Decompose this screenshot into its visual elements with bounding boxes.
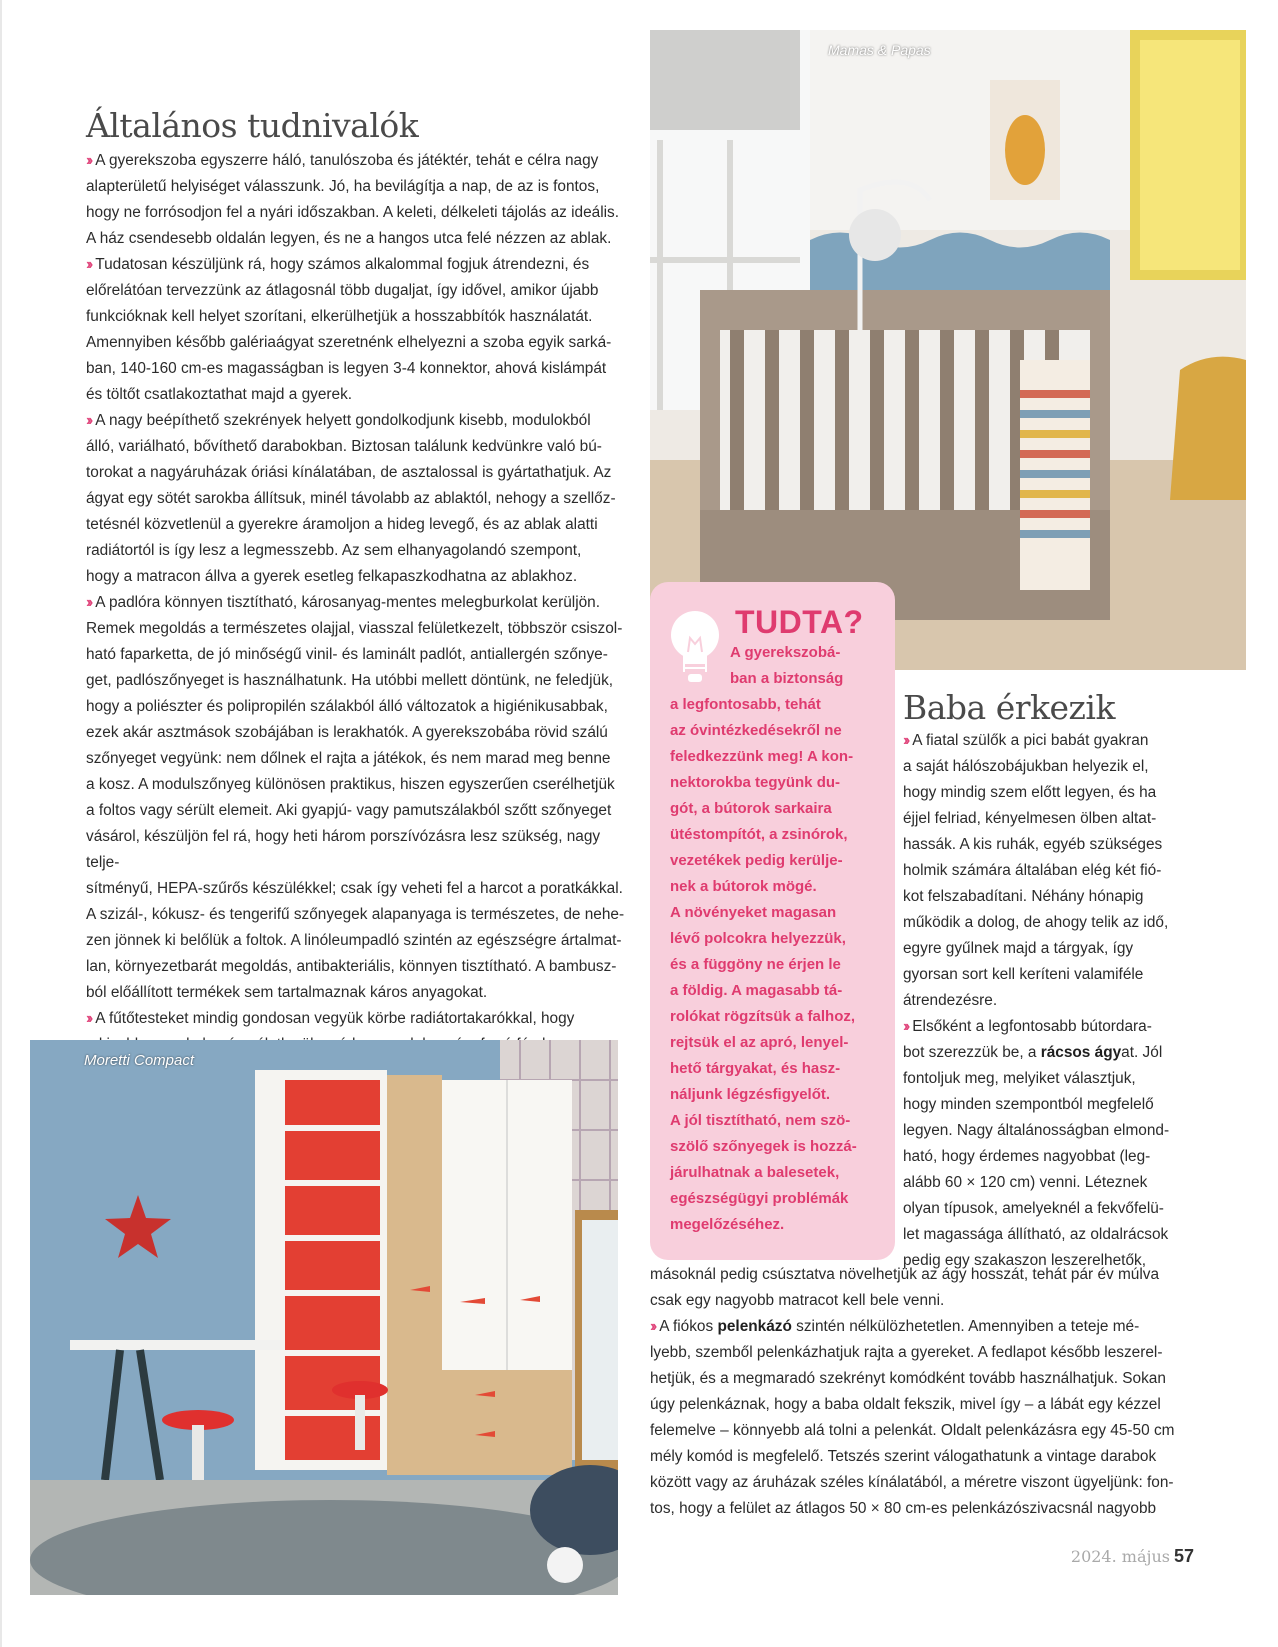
text-line: hogy a poliészter és polipropilén szálakból álló változatok a higiénikusabbak,	[86, 698, 608, 715]
text-line: hassák. A kis ruhák, egyéb szükséges	[903, 836, 1163, 853]
tudta-line: nektorokba tegyünk du-	[670, 774, 841, 791]
tudta-line: ban a biztonság	[730, 670, 844, 687]
text-line: hogy a matracon állva a gyerek esetleg felkapaszkodhatna az ablakhoz.	[86, 568, 578, 585]
chevron-icon: ››	[903, 1018, 908, 1035]
text-line: ›› A gyerekszoba egyszerre háló, tanulószoba és játéktér, tehát e célra nagy	[86, 152, 599, 169]
text-line: átrendezésre.	[903, 992, 998, 1009]
text-line: ható, hogy érdemes nagyobbat (leg-	[903, 1148, 1151, 1165]
tudta-line: lévő polcokra helyezzük,	[670, 930, 846, 947]
text-line: között vagy az áruházak széles kínálatából, a méretre viszont ügyeljünk: fon-	[650, 1474, 1174, 1491]
baby-text-column	[903, 728, 1233, 1274]
tudta-line: az óvintézkedésekről ne	[670, 722, 842, 739]
text-line: gyorsan sort kell keríteni valamiféle	[903, 966, 1144, 983]
chevron-icon: ››	[903, 732, 908, 749]
text-line: radiátortól is így lesz a legmesszebb. Az sem elhanyagolandó szempont,	[86, 542, 582, 559]
tudta-line: megelőzéséhez.	[670, 1216, 785, 1233]
text-line: álló, variálható, bővíthető darabokban. Biztosan találunk kedvünkre való bú-	[86, 438, 602, 455]
desk-photo	[30, 1040, 618, 1595]
tudta-text	[670, 640, 882, 1238]
tudta-line: egészségügyi problémák	[670, 1190, 849, 1207]
text-line: hogy ne forrósodjon fel a nyári időszakban. A keleti, délkeleti tájolás az ideális.	[86, 204, 620, 221]
text-line: ›› A fűtőtesteket mindig gondosan vegyük körbe radiátortakarókkal, hogy	[86, 1010, 575, 1027]
text-line: a saját hálószobájukban helyezik el,	[903, 758, 1149, 775]
tudta-line: rejtsük el az apró, lenyel-	[670, 1034, 849, 1051]
chevron-icon: ››	[86, 594, 91, 611]
text-line: A szizál-, kókusz- és tengerifű szőnyegek alapanyaga is természetes, de nehe-	[86, 906, 625, 923]
text-line: holmik számára általában elég két fió-	[903, 862, 1162, 879]
text-line: ezek akár asztmások szobájában is lerakhatók. A gyerekszobába rövid szálú	[86, 724, 608, 741]
text-line: ›› A fiókos pelenkázó szintén nélkülözhetetlen. Amennyiben a teteje mé-	[650, 1318, 1140, 1335]
page-footer	[1071, 1546, 1194, 1567]
text-line: ható faparketta, de jó minőségű vinil- és laminált padlót, antiallergén szőnye-	[86, 646, 608, 663]
issue-date: 2024. május	[1070, 1547, 1170, 1566]
text-line: tetésnél közvetlenül a gyerekre áramoljon a hideg levegő, és az ablak alatti	[86, 516, 598, 533]
text-line: alapterületű helyiséget válasszunk. Jó, ha bevilágítja a nap, de az is fontos,	[86, 178, 600, 195]
section-title-general: Általános tudnivalók	[86, 106, 419, 145]
text-line: pedig egy szakaszon leszerelhetők,	[903, 1252, 1146, 1269]
tudta-line: náljunk légzésfigyelőt.	[670, 1086, 831, 1103]
chevron-icon: ››	[86, 412, 91, 429]
text-line: egyre gyűlnek majd a tárgyak, így	[903, 940, 1134, 957]
text-line: legyen. Nagy általánosságban elmond-	[903, 1122, 1170, 1139]
tudta-line: járulhatnak a balesetek,	[670, 1164, 840, 1181]
text-line: Remek megoldás a természetes olajjal, viasszal felületkezelt, többször csiszol-	[86, 620, 623, 637]
tudta-line: rolókat rögzítsük a falhoz,	[670, 1008, 856, 1025]
text-line: hogy mindig szem előtt legyen, és ha	[903, 784, 1157, 801]
baby-text-wide	[650, 1262, 1240, 1522]
text-line: hogy minden szempontból megfelelő	[903, 1096, 1154, 1113]
text-line: kot felszabadítani. Néhány hónapig	[903, 888, 1144, 905]
text-line: úgy pelenkáznak, hogy a baba oldalt fekszik, mivel így – a lábát egy kézzel	[650, 1396, 1161, 1413]
text-line: torokat a nagyáruházak óriási kínálatában, de asztalossal is gyártathatjuk. Az	[86, 464, 612, 481]
tudta-line: a legfontosabb, tehát	[670, 696, 821, 713]
text-line: let magassága állítható, az oldalrácsok	[903, 1226, 1169, 1243]
page-edge	[0, 0, 2, 1647]
text-line: ›› Tudatosan készüljünk rá, hogy számos alkalommal fogjuk átrendezni, és	[86, 256, 590, 273]
text-line: ›› A fiatal szülők a pici babát gyakran	[903, 732, 1149, 749]
tudta-line: vezetékek pedig kerülje-	[670, 852, 843, 869]
text-line: get, padlószőnyeget is használhatunk. Ha utóbbi mellett döntünk, ne feledjük,	[86, 672, 614, 689]
text-line: ágyat egy sötét sarokba állítsuk, minél távolabb az ablaktól, nehogy a szellőz-	[86, 490, 616, 507]
chevron-icon: ››	[86, 1010, 91, 1027]
tudta-line: A növényeket magasan	[670, 904, 837, 921]
crib-photo-caption: Mamas & Papas	[828, 42, 931, 58]
text-line: a foltos vagy sérült elemeit. Aki gyapjú- vagy pamutszálakból szőtt szőnyeget	[86, 802, 612, 819]
tudta-title: TUDTA?	[735, 604, 864, 640]
tudta-line: feledkezzünk meg! A kon-	[670, 748, 854, 765]
page-number: 57	[1173, 1546, 1194, 1566]
text-line: éjjel felriad, kényelmesen ölben altat-	[903, 810, 1157, 827]
tudta-line: ütéstompítót, a zsinórok,	[670, 826, 848, 843]
text-line: tos, hogy a felület az átlagos 50 × 80 cm-es pelenkázószivacsnál nagyobb	[650, 1500, 1157, 1517]
text-line: ›› Elsőként a legfontosabb bútordara-	[903, 1018, 1152, 1035]
text-line: felemelve – könnyebb alá tolni a pelenkát. Oldalt pelenkázásra egy 45-50 cm	[650, 1422, 1175, 1439]
text-line: hetjük, és a megmaradó szekrényt komódként tovább használhatjuk. Sokan	[650, 1370, 1166, 1387]
text-line: működik a dolog, de ahogy telik az idő,	[903, 914, 1169, 931]
text-line: A ház csendesebb oldalán legyen, és ne a hangos utca felé nézzen az ablak.	[86, 230, 612, 247]
crib-illustration	[650, 30, 1246, 670]
tudta-line: a földig. A magasabb tá-	[670, 982, 843, 999]
text-line: előrelátóan tervezzünk az átlagosnál több dugaljat, így idővel, amikor újabb	[86, 282, 599, 299]
text-line: sítményű, HEPA-szűrős készülékkel; csak így veheti fel a harcot a poratkákkal.	[86, 880, 623, 897]
text-line: csak egy nagyobb matracot kell bele venni.	[650, 1292, 945, 1309]
general-text-column	[86, 148, 626, 1058]
text-line: bot szerezzük be, a rácsos ágyat. Jól	[903, 1044, 1163, 1061]
text-line: ból előállított termékek sem tartalmaznak káros anyagokat.	[86, 984, 488, 1001]
text-line: alább 60 × 120 cm) venni. Léteznek	[903, 1174, 1148, 1191]
crib-photo	[650, 30, 1246, 670]
chevron-icon: ››	[86, 152, 91, 169]
text-line: másoknál pedig csúsztatva növelhetjük az ágy hosszát, tehát pár év múlva	[650, 1266, 1160, 1283]
tudta-line: A jól tisztítható, nem szö-	[670, 1112, 851, 1129]
section-title-baby: Baba érkezik	[903, 688, 1115, 727]
text-line: mély komód is megfelelő. Tetszés szerint válogathatunk a vintage darabok	[650, 1448, 1157, 1465]
text-line: zen jönnek ki belőlük a foltok. A linóleumpadló szintén az egészségre ártalmat-	[86, 932, 622, 949]
tudta-line: nek a bútorok mögé.	[670, 878, 817, 895]
tudta-line: hető tárgyakat, és hasz-	[670, 1060, 841, 1077]
tudta-line: A gyerekszobá-	[730, 644, 841, 661]
text-line: Amennyiben később galériaágyat szeretnénk elhelyezni a szoba egyik sarká-	[86, 334, 612, 351]
tudta-line: és a függöny ne érjen le	[670, 956, 841, 973]
tudta-line: gót, a bútorok sarkaira	[670, 800, 832, 817]
chevron-icon: ››	[650, 1318, 655, 1335]
text-line: olyan típusok, amelyeknél a fekvőfelü-	[903, 1200, 1164, 1217]
chevron-icon: ››	[86, 256, 91, 273]
text-line: a kosz. A modulszőnyeg különösen praktikus, hiszen egyszerűen cserélhetjük	[86, 776, 615, 793]
text-line: és töltőt csatlakoztathat majd a gyerek.	[86, 386, 353, 403]
text-line: lan, környezetbarát megoldás, antibakteriális, könnyen tisztítható. A bambusz-	[86, 958, 617, 975]
desk-photo-caption: Moretti Compact	[84, 1052, 195, 1069]
kids-room-illustration	[30, 1040, 618, 1595]
text-line: ›› A nagy beépíthető szekrények helyett gondolkodjunk kisebb, modulokból	[86, 412, 591, 429]
text-line: vásárol, készüljön fel rá, hogy heti három porszívózásra lesz szükség, nagy telje-	[86, 828, 601, 871]
text-line: szőnyeget vegyünk: nem dőlnek el rajta a játékok, és nem marad meg benne	[86, 750, 611, 767]
text-line: fontoljuk meg, melyiket választjuk,	[903, 1070, 1136, 1087]
text-line: ›› A padlóra könnyen tisztítható, károsanyag-mentes melegburkolat kerüljön.	[86, 594, 601, 611]
tudta-line: szölő szőnyegek is hozzá-	[670, 1138, 857, 1155]
text-line: lyebb, szemből pelenkázhatjuk rajta a gyereket. A fedlapot később leszerel-	[650, 1344, 1163, 1361]
text-line: ban, 140-160 cm-es magasságban is legyen 3-4 konnektor, ahová kislámpát	[86, 360, 607, 377]
text-line: funkcióknak kell helyet szorítani, elkerülhetjük a hosszabbítók használatát.	[86, 308, 593, 325]
